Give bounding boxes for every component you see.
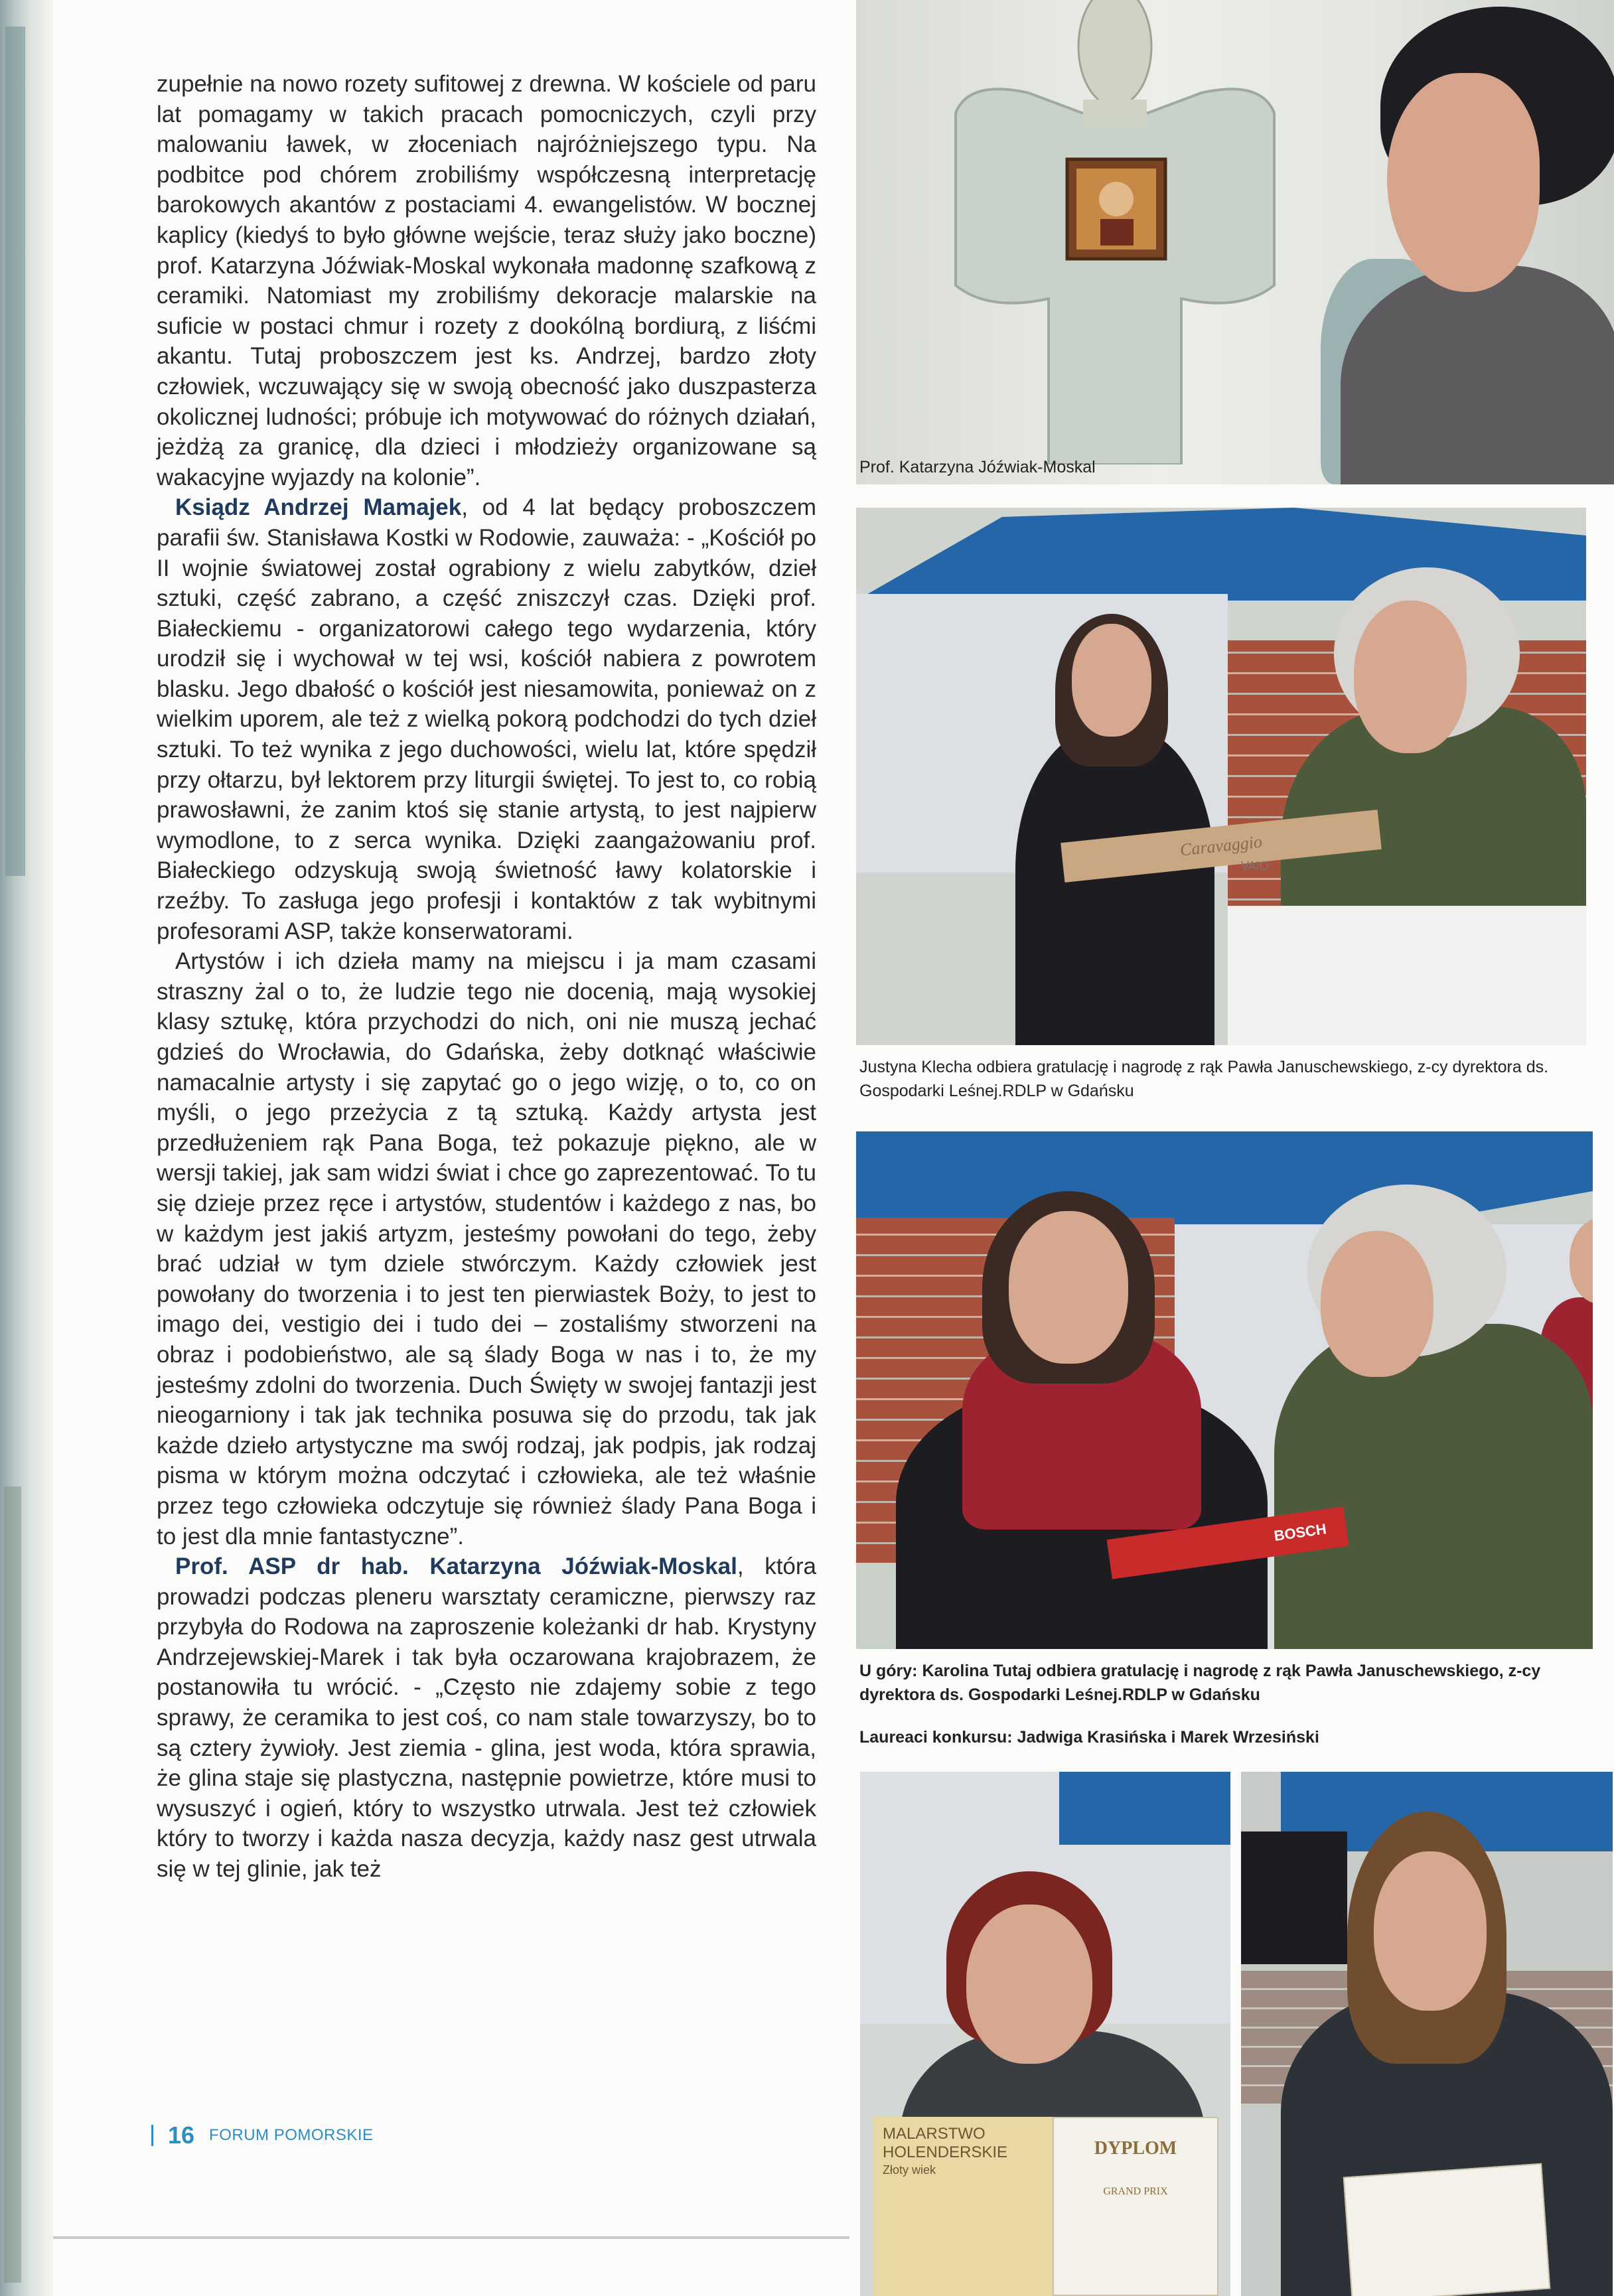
previous-page-bleed [5, 27, 25, 876]
caption-photo-3: U góry: Karolina Tutaj odbiera gratulację i nagrodę z rąk Pawła Januschewskiego, z-cy dyrektora ds. Gospodarki Leśnej.RDLP w Gdańsku [859, 1662, 1541, 1704]
photo-laureate-marek-wrzesinski [1241, 1772, 1613, 2296]
prize-poster [873, 2117, 1053, 2296]
paragraph-text: Artystów i ich dzieła mamy na miejscu i ja mam czasami straszny żal o to, że ludzie tego nie docenią, mają wysokiej klasy sztukę, która przychodzi do nich, oni nie muszą jechać gdzieś do Wrocławia, do Gdańska, żeby dotknąć właściwie namacalnie artysty i się zapytać go o jego wizję, o to, co on myśli, o jego przeżycia z tą sztuką. Każdy artysta jest przedłużeniem rąk Pana Boga, też pokazuje piękno, ale w wersji takiej, jak sam widzi świat i chce go zaprezentować. To tu się dzieje przez ręce i artystów, studentów i każdego z nas, bo w każdym jest jakiś artyzm, jesteśmy powołani do tego, żeby brać udział w tym dziele stwórczym. Każdy człowiek jest powołany do tworzenia i to jest ten pierwiastek Boży, to jest to imago dei, vestigio dei i tudo dei – zostaliśmy stworzeni na obraz i podobieństwo, ale są ślady Boga w nas i to, że my jesteśmy zdolni do tworzenia. Duch Święty w swojej fantazji jest nieogarniony i tak jak technika posuwa się do przodu, tak jak każde dzieło artystyczne ma swój rodzaj, jak podpis, jak rodzaj pisma w którym można odczytać i człowieka, ale też właśnie przez tego człowieka odczytuje się również ślady Pana Boga i to jest dla mnie fantastyczne”. [157, 948, 816, 1549]
magazine-name: FORUM POMORSKIE [209, 2126, 374, 2144]
page-footer [151, 2121, 374, 2150]
person-name-bold: Prof. ASP dr hab. Katarzyna Jóźwiak-Moskal [175, 1553, 737, 1580]
photo-laureate-jadwiga-krasinska [860, 1772, 1230, 2296]
page-bottom-edge [53, 2236, 849, 2239]
diploma-prize: GRAND PRIX [1103, 2186, 1168, 2197]
article-text-column [157, 69, 816, 1885]
article-paragraph [157, 1551, 816, 1885]
paragraph-text: zupełnie na nowo rozety sufitowej z drewna. W kościele od paru lat pomagamy w takich pracach pomocniczych, czyli przy malowaniu ławek, w złoceniach najróżniejszego typu. Na podbitce pod chórem zrobiliśmy współczesną interpretację barokowych akantów z postaciami 4. ewangelistów. W bocznej kaplicy (kiedyś to było główne wejście, teraz służy jako boczne) prof. Katarzyna Jóźwiak-Moskal wykonała madonnę szafkową z ceramiki. Natomiast my zrobiliśmy dekoracje malarskie na suficie w postaci chmur i rozety z dookólną bordiurą, z liśćmi akantu. Tutaj proboszczem jest ks. Andrzej, bardzo złoty człowiek, wczuwający się w swoją obecność jako duszpasterza okolicznej ludności; próbuje ich motywować do różnych działań, jeżdżą za granicę, dla dzieci i młodzieży organizowane są wakacyjne wyjazdy na kolonie”. [157, 71, 816, 490]
poster-title: MALARSTWO HOLENDERSKIE [883, 2125, 1008, 2161]
laureate-diploma [1343, 2163, 1551, 2296]
diploma-title: DYPLOM [1094, 2138, 1177, 2159]
caption-photo-1: Prof. Katarzyna Jóźwiak-Moskal [859, 458, 1096, 476]
prize-box-label: Caravaggio [1179, 831, 1264, 860]
paragraph-text: , od 4 lat będący proboszczem parafii św. Stanisława Kostki w Rodowie, zauważa: - „Kościół po II wojnie światowej został ograbiony z wielu zabytków, dzieł sztuki, część zabrano, a część zniszczył czas. Dzięki prof. Białeckiemu - organizatorowi całego tego wydarzenia, który urodził się i wychował w tej wsi, kościół nabiera z powrotem blasku. Jego dbałość o kościół jest niesamowita, ponieważ on z wielkim uporem, ale też z wielką pokorą podchodzi do tych dzieł sztuki. To też wynika z jego duchowości, wielu lat, które spędził przy ołtarzu, był lektorem przy liturgii świętej. To jest to, co robią prawosławni, że zanim ktoś się stanie artystą, to jest najpierw wymodlone, to z serca wynika. Dzięki zaangażowaniu prof. Białeckiego odzyskują swoją świetność ławy kolatorskie i rzeźby. To zasługa jego profesji i kontaktów z tak wybitnymi profesorami ASP, także konserwatorami. [157, 494, 816, 944]
diploma [1053, 2117, 1218, 2296]
photo-award-karolina-tutaj [856, 1131, 1593, 1649]
prize-book-label: BOSCH [1273, 1520, 1328, 1545]
binding-strip [0, 0, 53, 2296]
caption-photos-4-5: Laureaci konkursu: Jadwiga Krasińska i Marek Wrzesiński [859, 1728, 1319, 1747]
poster-subtitle: Złoty wiek [883, 2163, 936, 2177]
ceramic-madonna-figure [929, 0, 1301, 465]
person-name-bold: Ksiądz Andrzej Mamajek [175, 494, 462, 521]
paragraph-text: , która prowadzi podczas pleneru warsztaty ceramiczne, pierwszy raz przybyła do Rodowa na zaproszenie koleżanki dr hab. Krystyny Andrzejewskiej-Marek i tak była oczarowana krajobrazem, że postanowiła tu wrócić. - „Często nie zdajemy sobie z tego sprawy, że ceramika to jest coś, co nam stale towarzyszy, bo to są cztery żywioły. Jest ziemia - glina, jest woda, która sprawia, że glina staje się plastyczna, następnie powietrze, które musi to wysuszyć i ogień, który to wszystko utrwala. Jest też człowiek który to tworzy i każda nasza decyzja, każdy nasz gest utrwala się w tej glinie, jak też [157, 1553, 817, 1883]
photo-ceramic-artist [856, 0, 1614, 484]
laptop-label: VAIO [1241, 859, 1269, 873]
article-paragraph [157, 492, 816, 946]
page-number: 16 [168, 2121, 195, 2149]
footer-divider [151, 2125, 153, 2146]
article-paragraph [157, 946, 816, 1551]
previous-page-bleed [4, 1486, 21, 2283]
article-paragraph [157, 69, 816, 492]
photo-award-justyna-klecha [856, 508, 1586, 1045]
caption-photo-2: Justyna Klecha odbiera gratulację i nagrodę z rąk Pawła Januschewskiego, z-cy dyrektora ds. Gospodarki Leśnej.RDLP w Gdańsku [859, 1058, 1549, 1100]
